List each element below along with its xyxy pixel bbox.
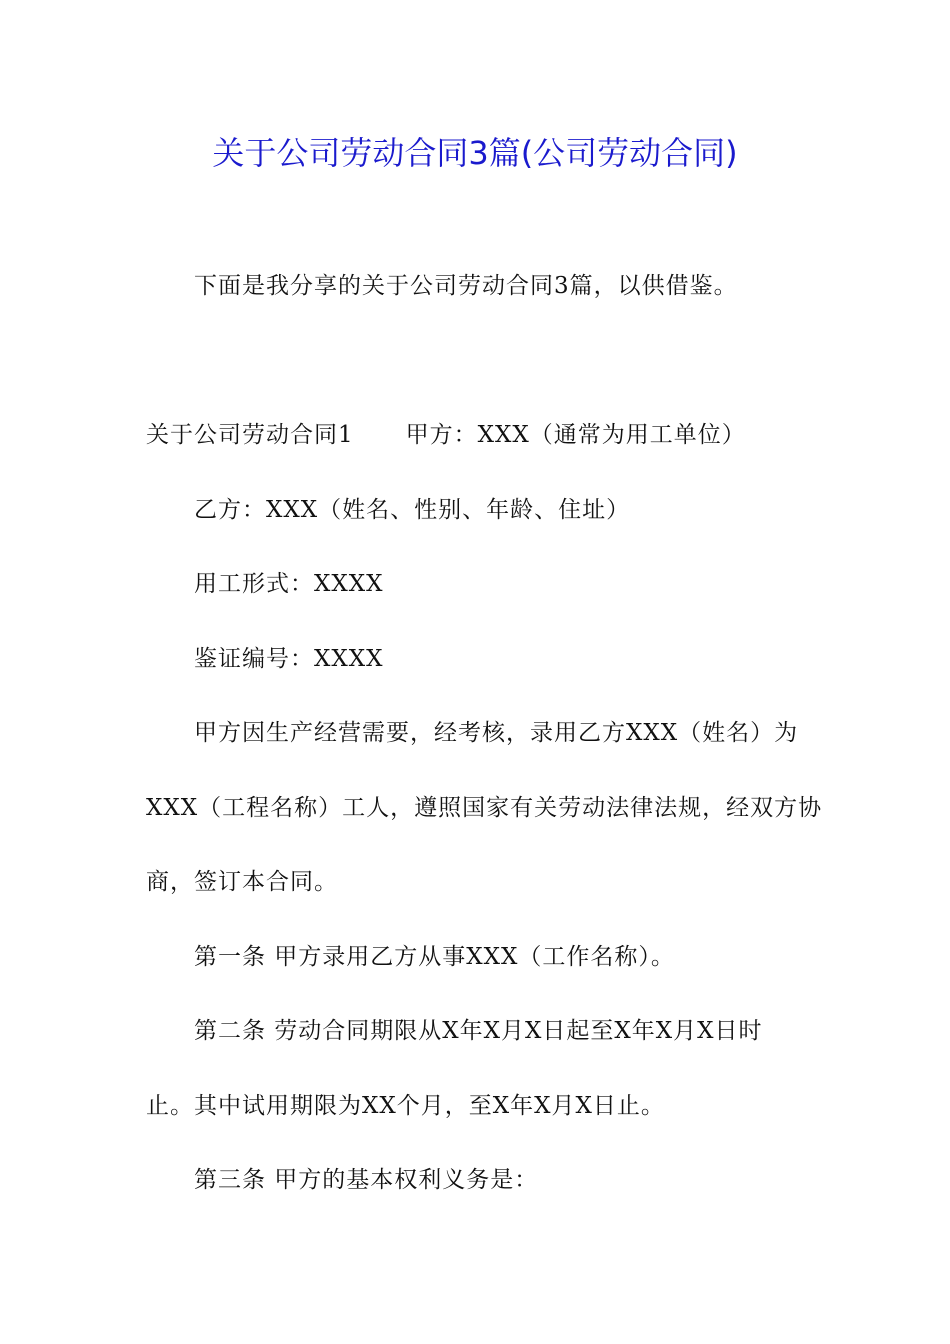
article-3: 第三条 甲方的基本权利义务是：: [194, 1167, 539, 1193]
document-title: 关于公司劳动合同3篇(公司劳动合同): [212, 134, 738, 172]
party-b-line: 乙方：XXX（姓名、性别、年龄、住址）: [194, 497, 631, 523]
employment-form-line: 用工形式：XXXX: [194, 571, 384, 597]
article-2-line: 第二条 劳动合同期限从X年X月X日起至X年X月X日时: [194, 1018, 763, 1044]
article-2-line: 止。其中试用期限为XX个月，至X年X月X日止。: [146, 1093, 665, 1119]
section-heading-row: [146, 419, 746, 451]
intro-paragraph: 下面是我分享的关于公司劳动合同3篇，以供借鉴。: [194, 273, 738, 299]
party-a-line: 甲方：XXX（通常为用工单位）: [405, 422, 746, 448]
article-1: 第一条 甲方录用乙方从事XXX（工作名称）。: [194, 944, 675, 970]
section-heading: 关于公司劳动合同1: [146, 422, 354, 448]
paragraph-line: XXX（工程名称）工人，遵照国家有关劳动法律法规，经双方协: [146, 795, 823, 821]
paragraph-line: 甲方因生产经营需要，经考核，录用乙方XXX（姓名）为: [194, 720, 799, 746]
paragraph-line: 商，签订本合同。: [146, 869, 338, 895]
verification-number-line: 鉴证编号：XXXX: [194, 646, 384, 672]
